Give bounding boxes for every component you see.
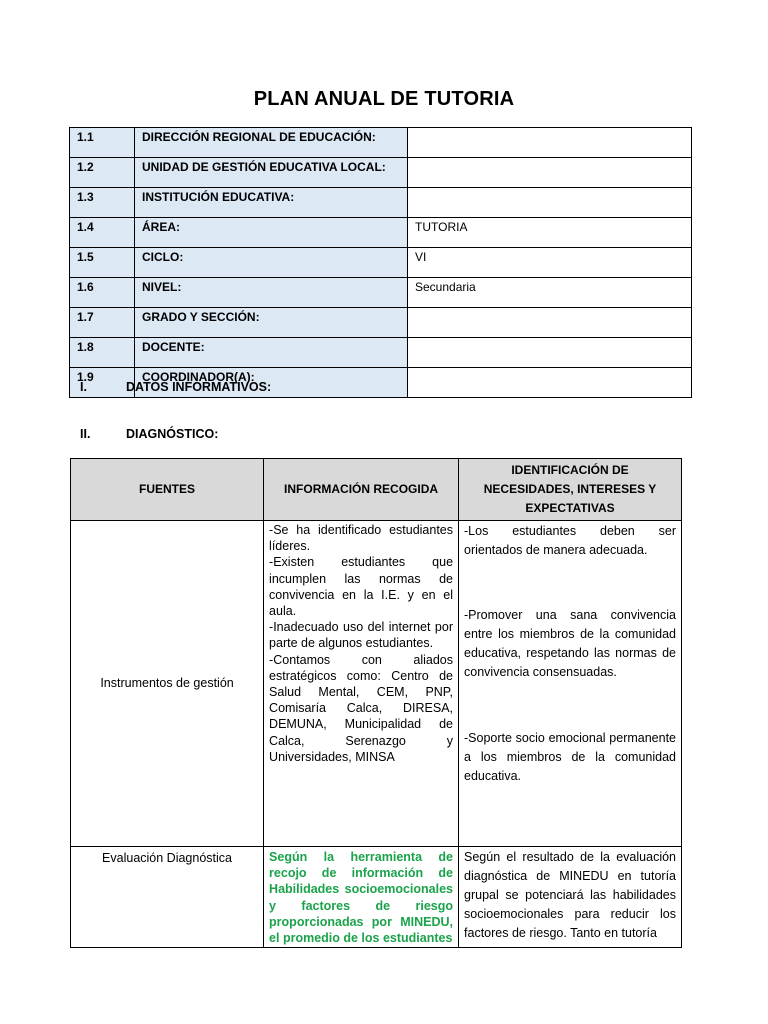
info-item: -Existen estudiantes que incumplen las normas de convivencia en la I.E. y en el aula. (269, 555, 454, 619)
info-row-value (408, 188, 692, 218)
info-row (70, 218, 692, 248)
info-row-number: 1.4 (70, 218, 135, 248)
info-item: -Contamos con aliados estratégicos como: Centro de Salud Mental, CEM, PNP, Comisaría Calca, DIRESA, DEMUNA, Municipalidad de Calca, Serenazgo y Universidades, MINSA (269, 652, 454, 764)
info-row (70, 338, 692, 368)
info-row-number: 1.6 (70, 278, 135, 308)
source-cell: Instrumentos de gestión (71, 521, 264, 847)
info-row-value (408, 308, 692, 338)
section-title: DIAGNÓSTICO: (126, 427, 219, 441)
info-row-number: 1.2 (70, 158, 135, 188)
header-fuentes: FUENTES (71, 459, 264, 521)
info-row-value: TUTORIA (408, 218, 692, 248)
page-title: PLAN ANUAL DE TUTORIA (253, 88, 515, 110)
info-row-value (408, 368, 692, 398)
info-row-label: DIRECCIÓN REGIONAL DE EDUCACIÓN: (135, 128, 408, 158)
info-row-label: COORDINADOR(A): (135, 368, 408, 398)
info-item: -Inadecuado uso del internet por parte de algunos estudiantes. (269, 620, 454, 651)
info-row-value: VI (408, 248, 692, 278)
info-row-label: DOCENTE: (135, 338, 408, 368)
info-row-value (408, 338, 692, 368)
info-row (70, 128, 692, 158)
info-row-label: CICLO: (135, 248, 408, 278)
needs-cell (459, 847, 682, 948)
info-row-value: Secundaria (408, 278, 692, 308)
info-row-label: NIVEL: (135, 278, 408, 308)
needs-cell (459, 521, 682, 847)
info-item: -Se ha identificado estudiantes líderes. (269, 523, 454, 554)
info-row-value (408, 158, 692, 188)
info-row-value (408, 128, 692, 158)
info-cell (264, 521, 459, 847)
info-row-number: 1.3 (70, 188, 135, 218)
info-text: Según la herramienta de recojo de información de Habilidades socioemocionales y factores de riesgo proporcionadas por MINEDU, el promedio de los estudiantes (269, 850, 454, 946)
source-cell: Evaluación Diagnóstica (71, 847, 264, 948)
table-header-row (71, 459, 682, 521)
info-row-label: GRADO Y SECCIÓN: (135, 308, 408, 338)
needs-text: Según el resultado de la evaluación diagnóstica de MINEDU en tutoría grupal se potenciará las habilidades socioemocionales para reducir los factores de riesgo. Tanto en tutoría (464, 850, 676, 940)
info-row (70, 248, 692, 278)
info-row (70, 308, 692, 338)
table-row (71, 521, 682, 847)
info-row-number: 1.8 (70, 338, 135, 368)
info-row-label: UNIDAD DE GESTIÓN EDUCATIVA LOCAL: (135, 158, 408, 188)
info-row-number: 1.5 (70, 248, 135, 278)
info-row-number: 1.1 (70, 128, 135, 158)
header-informacion: INFORMACIÓN RECOGIDA (264, 459, 459, 521)
info-row-number: 1.9 (70, 368, 135, 398)
info-row-label: INSTITUCIÓN EDUCATIVA: (135, 188, 408, 218)
needs-item: -Soporte socio emocional permanente a los miembros de la comunidad educativa. (464, 731, 676, 783)
section-number: II. (80, 427, 91, 441)
info-row (70, 278, 692, 308)
section-title: DATOS INFORMATIVOS: (126, 380, 272, 394)
needs-item: -Promover una sana convivencia entre los miembros de la comunidad educativa, respetando las normas de convivencia consensuadas. (464, 608, 676, 679)
diagnostico-table (70, 458, 682, 948)
info-cell (264, 847, 459, 948)
header-necesidades: IDENTIFICACIÓN DE NECESIDADES, INTERESES Y EXPECTATIVAS (459, 459, 682, 521)
info-table (69, 127, 692, 398)
table-row (71, 847, 682, 948)
info-row-label: ÁREA: (135, 218, 408, 248)
needs-item: -Los estudiantes deben ser orientados de manera adecuada. (464, 524, 676, 557)
info-row (70, 158, 692, 188)
info-row-number: 1.7 (70, 308, 135, 338)
section-number: I. (80, 380, 87, 394)
info-row (70, 188, 692, 218)
